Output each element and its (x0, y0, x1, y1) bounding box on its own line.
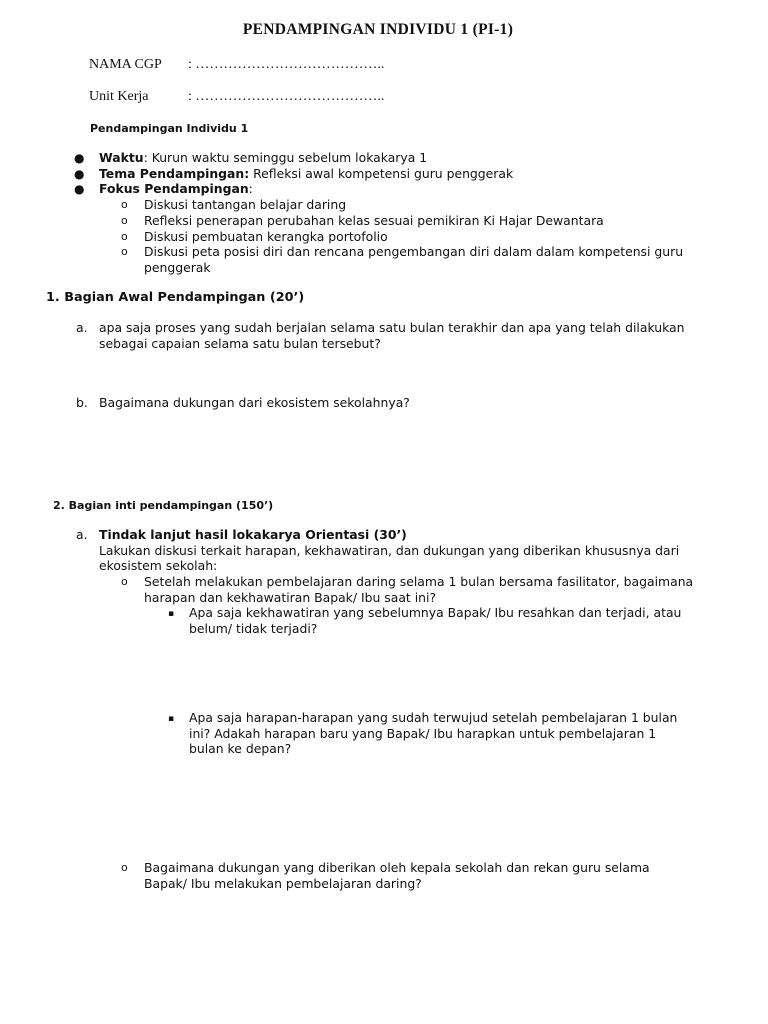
sub-question-2-cont: Bapak/ Ibu melakukan pembelajaran daring? (144, 876, 422, 891)
square-question-2: Apa saja harapan-harapan yang sudah terwujud setelah pembelajaran 1 bulan (189, 710, 678, 725)
tema-label: Tema Pendampingan: (99, 166, 250, 181)
waktu-label: Waktu (99, 150, 144, 165)
sub-question-1-cont: harapan dan kekhawatiran Bapak/ Ibu saat ini? (144, 590, 437, 605)
part2-a-desc: Lakukan diskusi terkait harapan, kekhawatiran, dan dukungan yang diberikan khususnya dari (99, 543, 680, 558)
square-bullet-icon: ▪ (168, 609, 175, 619)
circle-bullet-icon: o (121, 575, 128, 588)
fokus-bullet (99, 181, 253, 197)
sub-question-2: Bagaimana dukungan yang diberikan oleh kepala sekolah dan rekan guru selama (144, 860, 650, 875)
circle-bullet-icon: o (121, 198, 128, 211)
square-question-2-cont: ini? Adakah harapan baru yang Bapak/ Ibu harapkan untuk pembelajaran 1 (189, 726, 657, 741)
part1-a-line: apa saja proses yang sudah berjalan selama satu bulan terakhir dan apa yang telah dilakukan (99, 320, 685, 335)
bullet-icon: ● (74, 151, 85, 165)
fokus-item: Diskusi pembuatan kerangka portofolio (144, 229, 388, 244)
fokus-item: Refleksi penerapan perubahan kelas sesuai pemikiran Ki Hajar Dewantara (144, 213, 604, 228)
fokus-item: Diskusi tantangan belajar daring (144, 197, 347, 212)
page-title: PENDAMPINGAN INDIVIDU 1 (PI-1) (242, 21, 514, 38)
unit-kerja-value: : ………………………………….. (188, 89, 385, 104)
tema-bullet (99, 166, 513, 182)
bullet-icon: ● (74, 167, 85, 181)
circle-bullet-icon: o (121, 861, 128, 874)
fokus-text: : (248, 181, 253, 196)
sub-question-1: Setelah melakukan pembelajaran daring selama 1 bulan bersama fasilitator, bagaimana (144, 574, 694, 589)
circle-bullet-icon: o (121, 214, 128, 227)
part2-heading: 2. Bagian inti pendampingan (150’) (53, 499, 274, 512)
bullet-icon: ● (74, 182, 85, 196)
fokus-label: Fokus Pendampingan (99, 181, 249, 196)
tema-text: Refleksi awal kompetensi guru penggerak (249, 166, 514, 181)
part2-a-marker: a. (76, 527, 88, 542)
part1-b-text: Bagaimana dukungan dari ekosistem sekolahnya? (99, 395, 410, 410)
square-bullet-icon: ▪ (168, 714, 175, 724)
part1-b-marker: b. (76, 395, 88, 410)
nama-cgp-label: NAMA CGP (89, 57, 162, 72)
square-question-1: Apa saja kekhawatiran yang sebelumnya Bapak/ Ibu resahkan dan terjadi, atau (189, 605, 682, 620)
square-question-2-cont: bulan ke depan? (189, 741, 292, 756)
fokus-item: Diskusi peta posisi diri dan rencana pengembangan diri dalam dalam kompetensi guru (144, 244, 684, 259)
unit-kerja-label: Unit Kerja (89, 89, 149, 104)
part1-a-marker: a. (76, 320, 88, 335)
fokus-item-continuation: penggerak (144, 260, 211, 275)
section-heading: Pendampingan Individu 1 (90, 122, 249, 135)
nama-cgp-value: : ………………………………….. (188, 57, 385, 72)
part1-a-line: sebagai capaian selama satu bulan tersebut? (99, 336, 381, 351)
waktu-text: : Kurun waktu seminggu sebelum lokakarya 1 (143, 150, 428, 165)
waktu-bullet (99, 150, 427, 166)
part1-heading: 1. Bagian Awal Pendampingan (20’) (46, 290, 305, 305)
part2-a-title: Tindak lanjut hasil lokakarya Orientasi (30’) (99, 527, 407, 542)
circle-bullet-icon: o (121, 245, 128, 258)
part2-a-desc: ekosistem sekolah: (99, 558, 218, 573)
circle-bullet-icon: o (121, 230, 128, 243)
square-question-1-cont: belum/ tidak terjadi? (189, 621, 318, 636)
